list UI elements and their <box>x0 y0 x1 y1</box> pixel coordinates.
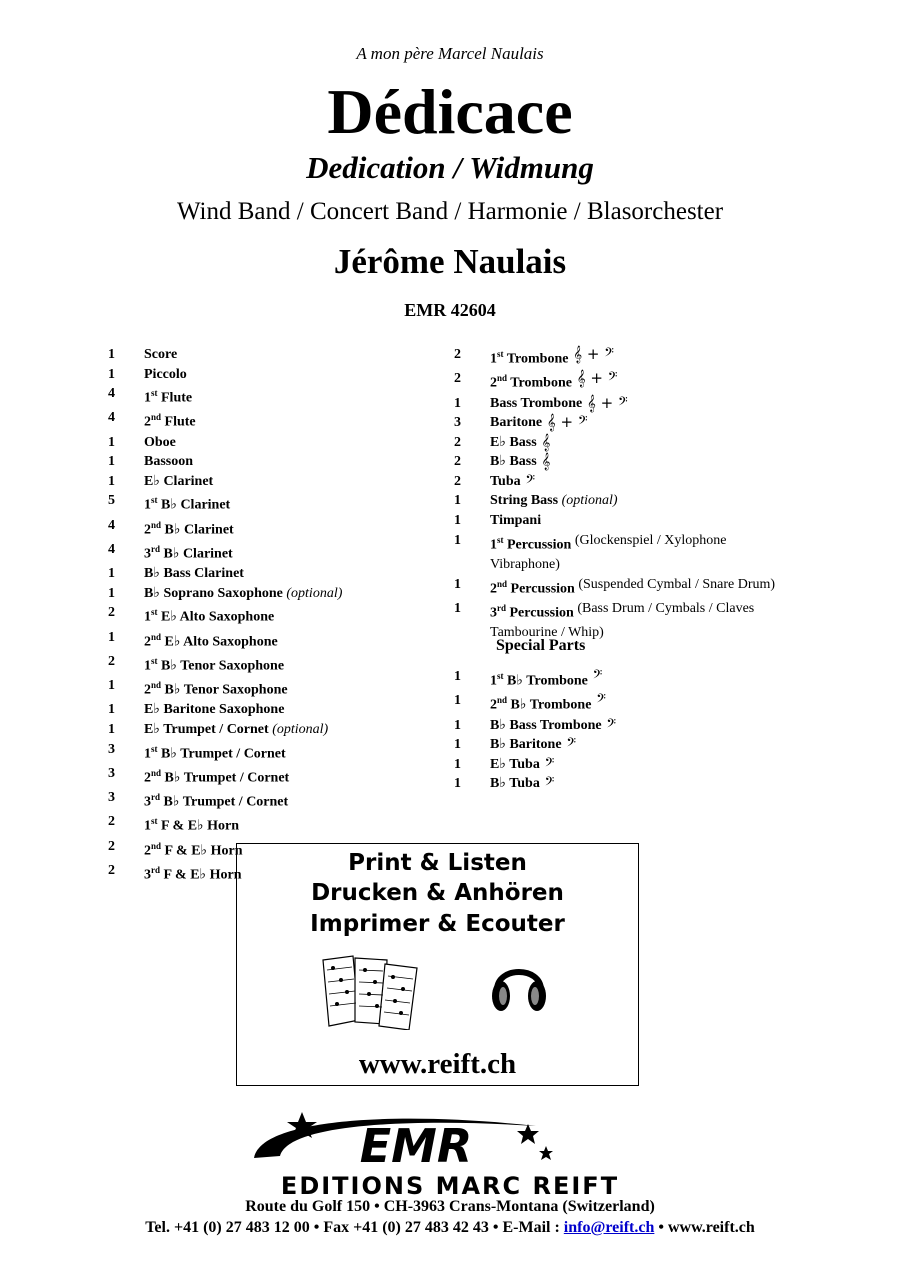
part-quantity: 2 <box>454 347 461 362</box>
clef-icon: 𝄢 <box>520 471 536 490</box>
part-name: 1st B♭ Clarinet <box>144 495 231 514</box>
part-quantity: 1 <box>108 678 115 694</box>
part-name: 1st Percussion <box>490 534 572 553</box>
part-quantity: 2 <box>454 473 461 489</box>
part-row <box>454 369 775 393</box>
part-row <box>108 516 342 540</box>
part-quantity: 2 <box>454 434 461 450</box>
part-row <box>454 735 616 755</box>
part-quantity: 2 <box>108 838 115 854</box>
part-row <box>454 452 775 472</box>
clef-icon: 𝄢 <box>539 754 555 773</box>
part-row <box>108 491 342 515</box>
part-name: Tuba <box>490 473 521 489</box>
part-row <box>454 755 616 775</box>
part-row <box>454 491 775 511</box>
part-row <box>108 365 342 385</box>
part-quantity: 2 <box>108 814 115 830</box>
part-name: 2nd E♭ Alto Saxophone <box>144 631 278 650</box>
part-name: 3rd F & E♭ Horn <box>144 864 242 883</box>
part-name: 1st B♭ Tenor Saxophone <box>144 655 285 674</box>
part-quantity: 4 <box>108 410 115 426</box>
publisher-contact <box>0 1219 900 1237</box>
part-name: E♭ Bass <box>490 434 537 450</box>
promo-line-3: Imprimer & Ecouter <box>310 911 565 937</box>
part-name: Score <box>144 347 178 362</box>
part-quantity: 1 <box>454 669 461 684</box>
publisher-address: Route du Golf 150 • CH-3963 Crans-Montana (Switzerland) <box>245 1198 655 1215</box>
part-name: E♭ Baritone Saxophone <box>144 702 285 718</box>
part-name: Piccolo <box>144 366 187 382</box>
part-row <box>454 394 775 414</box>
composer-name: Jérôme Naulais <box>333 242 567 281</box>
emr-logo <box>240 1106 560 1172</box>
part-quantity: 4 <box>108 517 115 533</box>
part-quantity: 1 <box>454 395 461 411</box>
part-name: B♭ Soprano Saxophone <box>144 585 283 601</box>
part-quantity: 1 <box>108 366 115 382</box>
part-name: Oboe <box>144 434 176 450</box>
part-name: 2nd Percussion <box>490 578 575 597</box>
part-row <box>108 408 342 432</box>
email-link[interactable]: info@reift.ch <box>563 1219 655 1236</box>
part-description: (Suspended Cymbal / Snare Drum) <box>574 576 776 592</box>
part-quantity: 5 <box>108 493 115 509</box>
part-name: Baritone <box>490 415 543 431</box>
part-quantity: 1 <box>454 513 461 529</box>
part-quantity: 4 <box>108 541 115 557</box>
part-quantity: 1 <box>454 776 461 792</box>
clef-icon: 𝄞 <box>536 452 551 471</box>
part-row <box>108 812 342 836</box>
part-row <box>454 599 775 623</box>
print-listen-box <box>236 843 639 1086</box>
part-quantity: 1 <box>108 434 115 450</box>
part-quantity: 1 <box>454 493 461 509</box>
part-row <box>454 433 775 453</box>
part-quantity: 1 <box>108 629 115 645</box>
part-quantity: 2 <box>108 605 115 621</box>
part-quantity: 2 <box>108 862 115 878</box>
part-description: (Bass Drum / Cymbals / Claves <box>573 600 755 616</box>
part-description-cont: Vibraphone) <box>490 556 560 572</box>
part-quantity: 1 <box>454 532 461 548</box>
headphones-icon <box>489 952 549 1016</box>
part-quantity: 3 <box>454 415 461 431</box>
part-name: 1st Trombone <box>490 349 569 367</box>
part-name: 2nd B♭ Clarinet <box>144 519 234 538</box>
part-row <box>108 452 342 472</box>
part-name: 3rd Percussion <box>490 602 574 621</box>
part-row <box>454 774 616 794</box>
part-row <box>108 433 342 453</box>
part-quantity: 1 <box>454 717 461 733</box>
part-row <box>454 413 775 433</box>
part-name: E♭ Clarinet <box>144 473 214 489</box>
publisher-name: EDITIONS MARC REIFT <box>280 1172 620 1200</box>
part-row <box>108 345 342 365</box>
part-name: 2nd B♭ Trombone <box>490 695 592 713</box>
part-quantity: 3 <box>108 790 115 806</box>
right-parts-list <box>454 345 775 643</box>
catalog-number: EMR 42604 <box>404 300 496 320</box>
left-parts-list <box>108 345 342 885</box>
clef-icon: 𝄞 + 𝄢 <box>582 393 628 412</box>
part-name: B♭ Baritone <box>490 737 562 753</box>
part-quantity: 3 <box>108 741 115 757</box>
clef-icon: 𝄞 + 𝄢 <box>568 345 614 363</box>
part-name: 3rd B♭ Clarinet <box>144 543 233 562</box>
promo-url[interactable]: www.reift.ch <box>358 1048 517 1080</box>
part-name: 2nd F & E♭ Horn <box>144 840 243 859</box>
sheet-music-icon <box>319 954 425 1030</box>
contact-suffix: • www.reift.ch <box>654 1219 755 1236</box>
part-row <box>108 676 342 700</box>
part-note: (optional) <box>268 722 329 737</box>
part-row <box>108 603 342 627</box>
promo-line-1: Print & Listen <box>348 850 527 876</box>
part-row <box>108 472 342 492</box>
part-name: E♭ Tuba <box>490 756 540 772</box>
part-quantity: 1 <box>108 702 115 718</box>
clef-icon: 𝄢 <box>591 691 606 710</box>
part-name: 1st E♭ Alto Saxophone <box>144 607 275 626</box>
part-name: 2nd Trombone <box>490 373 572 391</box>
part-row <box>108 540 342 564</box>
part-quantity: 1 <box>454 576 461 592</box>
ensemble-line: Wind Band / Concert Band / Harmonie / Blasorchester <box>176 198 724 225</box>
part-row <box>108 788 342 812</box>
part-name: 1st B♭ Trumpet / Cornet <box>144 743 286 762</box>
part-quantity: 2 <box>454 454 461 470</box>
part-name: 1st Flute <box>144 388 193 406</box>
part-name: 1st F & E♭ Horn <box>144 816 240 834</box>
part-row <box>108 384 342 408</box>
contact-prefix: Tel. +41 (0) 27 483 12 00 • Fax +41 (0) 27 483 42 43 • E-Mail : <box>145 1219 564 1236</box>
clef-icon: 𝄢 <box>587 667 603 685</box>
part-quantity: 1 <box>454 693 461 709</box>
part-name: B♭ Bass <box>490 454 537 470</box>
emr-logo-text: EMR <box>359 1119 473 1172</box>
part-name: Bassoon <box>144 454 194 470</box>
part-row <box>108 720 342 740</box>
part-name: 2nd Flute <box>144 412 196 431</box>
part-row <box>454 472 775 492</box>
part-quantity: 1 <box>454 600 461 616</box>
part-quantity: 2 <box>108 653 115 669</box>
part-quantity: 1 <box>108 473 115 489</box>
part-name: B♭ Bass Clarinet <box>144 566 244 582</box>
subtitle: Dedication / Widmung <box>306 150 594 185</box>
special-parts-heading: Special Parts <box>496 637 586 654</box>
part-name: Timpani <box>490 513 542 529</box>
part-row <box>108 700 342 720</box>
part-row <box>454 667 616 691</box>
part-row <box>454 345 775 369</box>
part-name: 2nd B♭ Tenor Saxophone <box>144 680 288 698</box>
part-row <box>108 564 342 584</box>
part-row <box>108 584 342 604</box>
part-row <box>454 511 775 531</box>
part-name: String Bass <box>490 493 559 509</box>
part-name: B♭ Tuba <box>490 776 540 792</box>
part-row <box>108 628 342 652</box>
part-name: 1st B♭ Trombone <box>490 671 588 689</box>
part-quantity: 1 <box>108 347 115 362</box>
part-quantity: 1 <box>108 566 115 582</box>
part-quantity: 2 <box>454 371 461 387</box>
part-note: (optional) <box>282 585 343 601</box>
part-name: B♭ Bass Trombone <box>490 717 602 733</box>
part-row <box>454 531 775 555</box>
part-quantity: 1 <box>454 756 461 772</box>
part-name: 2nd B♭ Trumpet / Cornet <box>144 767 290 786</box>
clef-icon: 𝄢 <box>561 735 576 754</box>
part-row <box>454 575 775 599</box>
promo-line-2: Drucken & Anhören <box>311 880 564 906</box>
part-row <box>108 652 342 676</box>
part-name: E♭ Trumpet / Cornet <box>144 722 269 737</box>
part-row <box>108 740 342 764</box>
part-description-cont: Tambourine / Whip) <box>490 625 604 640</box>
clef-icon: 𝄢 <box>539 774 555 793</box>
clef-icon: 𝄞 <box>536 432 551 451</box>
part-quantity: 1 <box>454 737 461 753</box>
special-parts-list <box>454 667 616 794</box>
clef-icon: 𝄞 + 𝄢 <box>571 369 618 388</box>
part-quantity: 1 <box>108 585 115 601</box>
page-title: Dédicace <box>327 76 573 147</box>
part-note: (optional) <box>558 493 618 509</box>
part-name: 3rd B♭ Trumpet / Cornet <box>144 792 289 810</box>
clef-icon: 𝄞 + 𝄢 <box>542 413 588 432</box>
part-quantity: 3 <box>108 765 115 781</box>
part-quantity: 1 <box>108 722 115 737</box>
part-quantity: 4 <box>108 386 115 402</box>
part-row <box>454 716 616 736</box>
part-description: (Glockenspiel / Xylophone <box>571 532 727 548</box>
part-name: Bass Trombone <box>490 395 583 411</box>
part-row <box>108 764 342 788</box>
part-row <box>454 691 616 715</box>
clef-icon: 𝄢 <box>601 715 617 734</box>
part-quantity: 1 <box>108 454 115 470</box>
dedication: A mon père Marcel Naulais <box>356 44 544 63</box>
